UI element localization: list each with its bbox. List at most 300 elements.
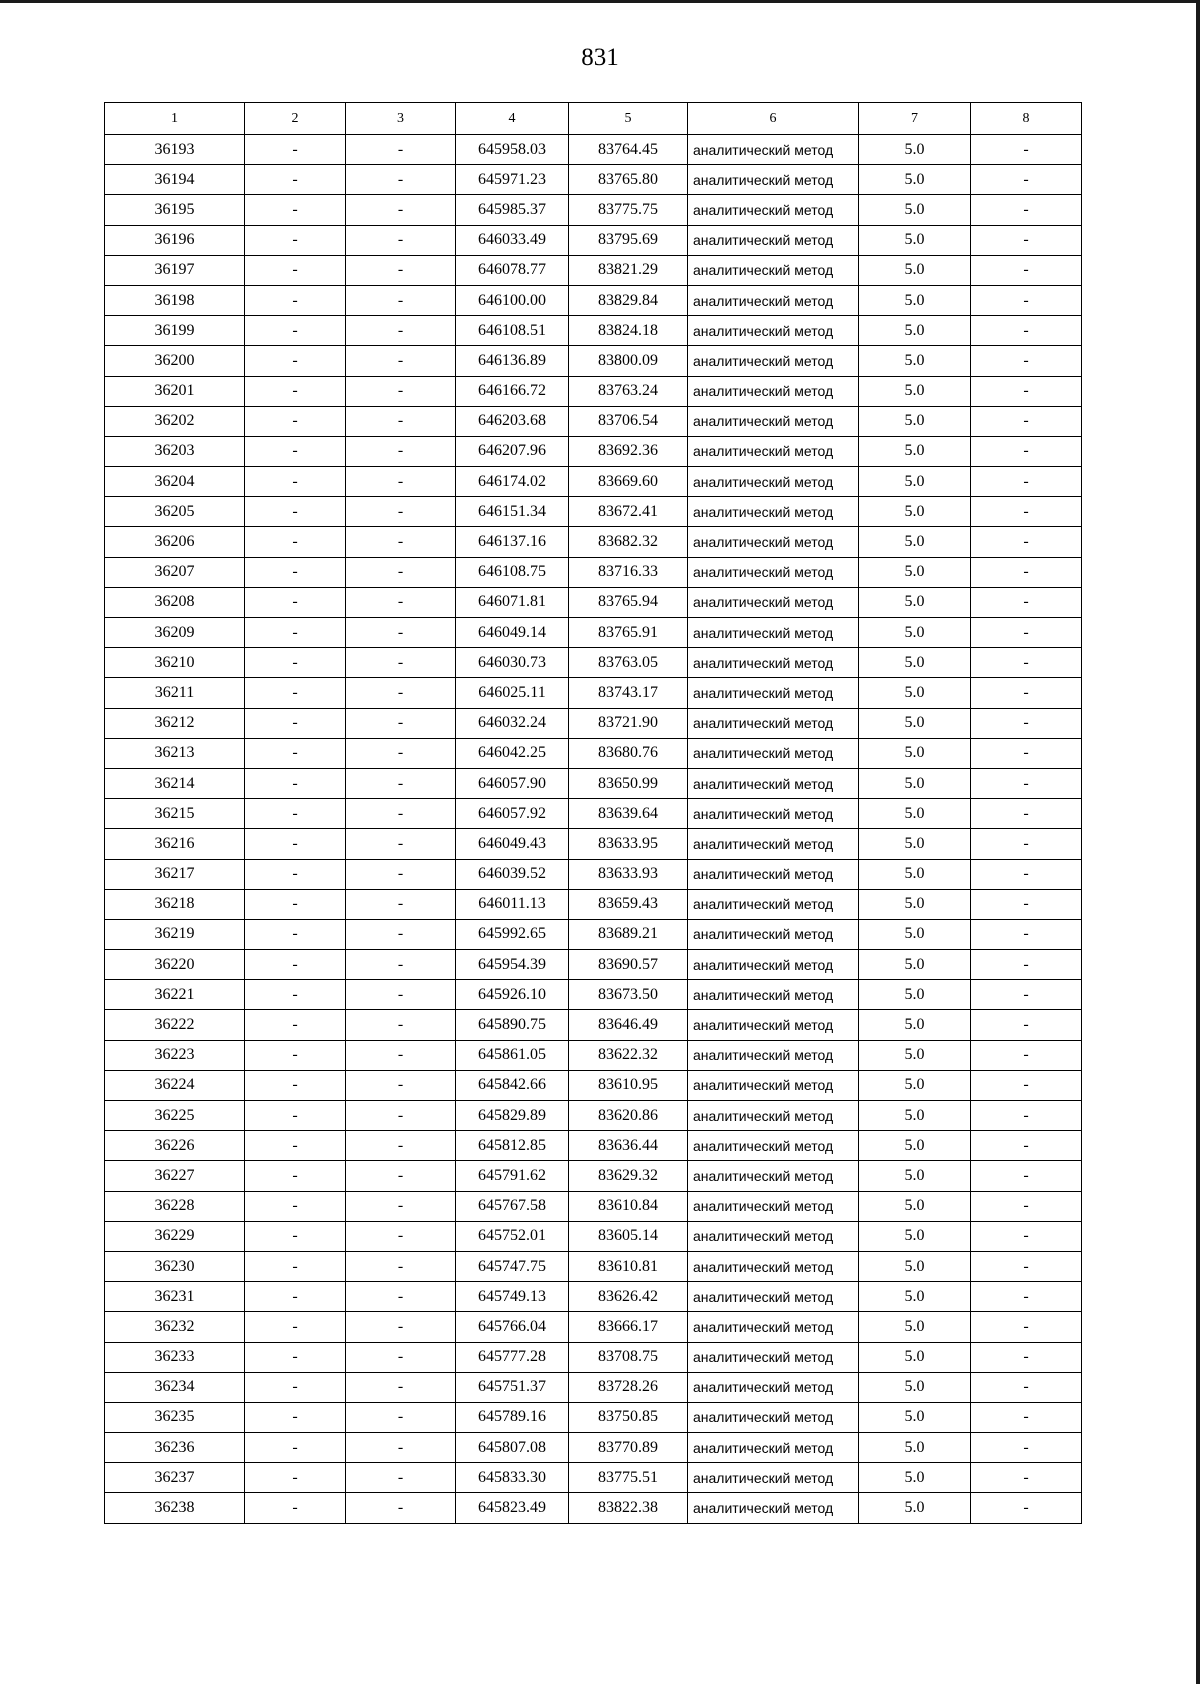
accuracy-cell: 5.0 — [859, 1342, 971, 1372]
table-row — [105, 346, 1082, 376]
method-cell: аналитический метод — [688, 436, 859, 466]
column-header-4: 4 — [456, 103, 569, 135]
col-8-cell: - — [971, 497, 1082, 527]
x-coordinate-cell: 645791.62 — [456, 1161, 569, 1191]
col-8-cell: - — [971, 587, 1082, 617]
method-cell: аналитический метод — [688, 980, 859, 1010]
col-2-cell: - — [245, 376, 346, 406]
accuracy-cell: 5.0 — [859, 255, 971, 285]
col-2-cell: - — [245, 165, 346, 195]
col-2-cell: - — [245, 1161, 346, 1191]
col-3-cell: - — [346, 1282, 456, 1312]
y-coordinate-cell: 83666.17 — [569, 1312, 688, 1342]
coordinates-table — [104, 102, 1082, 1524]
method-cell: аналитический метод — [688, 1191, 859, 1221]
table-row — [105, 1040, 1082, 1070]
method-cell: аналитический метод — [688, 1342, 859, 1372]
col-3-cell: - — [346, 376, 456, 406]
table-row — [105, 678, 1082, 708]
col-8-cell: - — [971, 1282, 1082, 1312]
col-3-cell: - — [346, 678, 456, 708]
point-number-cell: 36235 — [105, 1402, 245, 1432]
col-3-cell: - — [346, 165, 456, 195]
col-8-cell: - — [971, 285, 1082, 315]
method-cell: аналитический метод — [688, 497, 859, 527]
accuracy-cell: 5.0 — [859, 1463, 971, 1493]
x-coordinate-cell: 645752.01 — [456, 1221, 569, 1251]
accuracy-cell: 5.0 — [859, 316, 971, 346]
col-3-cell: - — [346, 1312, 456, 1342]
point-number-cell: 36229 — [105, 1221, 245, 1251]
table-row — [105, 1342, 1082, 1372]
accuracy-cell: 5.0 — [859, 1161, 971, 1191]
table-row — [105, 648, 1082, 678]
y-coordinate-cell: 83650.99 — [569, 768, 688, 798]
col-3-cell: - — [346, 1433, 456, 1463]
point-number-cell: 36237 — [105, 1463, 245, 1493]
col-2-cell: - — [245, 497, 346, 527]
col-2-cell: - — [245, 919, 346, 949]
table-row — [105, 467, 1082, 497]
y-coordinate-cell: 83716.33 — [569, 557, 688, 587]
column-header-6: 6 — [688, 103, 859, 135]
table-row — [105, 1493, 1082, 1523]
col-2-cell: - — [245, 527, 346, 557]
col-2-cell: - — [245, 648, 346, 678]
method-cell: аналитический метод — [688, 1040, 859, 1070]
y-coordinate-cell: 83728.26 — [569, 1372, 688, 1402]
col-2-cell: - — [245, 859, 346, 889]
x-coordinate-cell: 646042.25 — [456, 738, 569, 768]
x-coordinate-cell: 646011.13 — [456, 889, 569, 919]
x-coordinate-cell: 645766.04 — [456, 1312, 569, 1342]
col-3-cell: - — [346, 527, 456, 557]
point-number-cell: 36219 — [105, 919, 245, 949]
x-coordinate-cell: 646174.02 — [456, 467, 569, 497]
col-8-cell: - — [971, 557, 1082, 587]
table-row — [105, 708, 1082, 738]
point-number-cell: 36207 — [105, 557, 245, 587]
col-2-cell: - — [245, 678, 346, 708]
col-8-cell: - — [971, 1402, 1082, 1432]
col-8-cell: - — [971, 618, 1082, 648]
col-8-cell: - — [971, 708, 1082, 738]
x-coordinate-cell: 646137.16 — [456, 527, 569, 557]
point-number-cell: 36216 — [105, 829, 245, 859]
x-coordinate-cell: 645749.13 — [456, 1282, 569, 1312]
col-3-cell: - — [346, 889, 456, 919]
col-2-cell: - — [245, 738, 346, 768]
x-coordinate-cell: 645992.65 — [456, 919, 569, 949]
y-coordinate-cell: 83610.95 — [569, 1070, 688, 1100]
col-2-cell: - — [245, 950, 346, 980]
col-2-cell: - — [245, 1463, 346, 1493]
x-coordinate-cell: 645890.75 — [456, 1010, 569, 1040]
col-8-cell: - — [971, 950, 1082, 980]
method-cell: аналитический метод — [688, 1101, 859, 1131]
col-8-cell: - — [971, 436, 1082, 466]
method-cell: аналитический метод — [688, 950, 859, 980]
accuracy-cell: 5.0 — [859, 950, 971, 980]
table-row — [105, 225, 1082, 255]
col-2-cell: - — [245, 557, 346, 587]
x-coordinate-cell: 645751.37 — [456, 1372, 569, 1402]
y-coordinate-cell: 83821.29 — [569, 255, 688, 285]
col-2-cell: - — [245, 255, 346, 285]
y-coordinate-cell: 83610.81 — [569, 1251, 688, 1281]
y-coordinate-cell: 83775.75 — [569, 195, 688, 225]
x-coordinate-cell: 646057.92 — [456, 799, 569, 829]
point-number-cell: 36201 — [105, 376, 245, 406]
table-row — [105, 1312, 1082, 1342]
col-8-cell: - — [971, 889, 1082, 919]
accuracy-cell: 5.0 — [859, 346, 971, 376]
method-cell: аналитический метод — [688, 889, 859, 919]
accuracy-cell: 5.0 — [859, 678, 971, 708]
point-number-cell: 36218 — [105, 889, 245, 919]
column-header-8: 8 — [971, 103, 1082, 135]
y-coordinate-cell: 83639.64 — [569, 799, 688, 829]
accuracy-cell: 5.0 — [859, 768, 971, 798]
col-8-cell: - — [971, 919, 1082, 949]
point-number-cell: 36225 — [105, 1101, 245, 1131]
col-2-cell: - — [245, 436, 346, 466]
method-cell: аналитический метод — [688, 1372, 859, 1402]
accuracy-cell: 5.0 — [859, 1010, 971, 1040]
col-2-cell: - — [245, 1040, 346, 1070]
table-row — [105, 1010, 1082, 1040]
col-3-cell: - — [346, 255, 456, 285]
col-3-cell: - — [346, 1191, 456, 1221]
col-8-cell: - — [971, 1433, 1082, 1463]
table-row — [105, 1221, 1082, 1251]
accuracy-cell: 5.0 — [859, 708, 971, 738]
col-8-cell: - — [971, 648, 1082, 678]
y-coordinate-cell: 83743.17 — [569, 678, 688, 708]
point-number-cell: 36236 — [105, 1433, 245, 1463]
table-row — [105, 1070, 1082, 1100]
method-cell: аналитический метод — [688, 1433, 859, 1463]
col-2-cell: - — [245, 829, 346, 859]
col-3-cell: - — [346, 618, 456, 648]
col-3-cell: - — [346, 1402, 456, 1432]
accuracy-cell: 5.0 — [859, 406, 971, 436]
col-8-cell: - — [971, 316, 1082, 346]
y-coordinate-cell: 83629.32 — [569, 1161, 688, 1191]
col-3-cell: - — [346, 1010, 456, 1040]
scan-border-right — [1196, 0, 1200, 1684]
y-coordinate-cell: 83622.32 — [569, 1040, 688, 1070]
method-cell: аналитический метод — [688, 316, 859, 346]
col-3-cell: - — [346, 285, 456, 315]
method-cell: аналитический метод — [688, 1161, 859, 1191]
col-8-cell: - — [971, 135, 1082, 165]
col-3-cell: - — [346, 1493, 456, 1523]
point-number-cell: 36234 — [105, 1372, 245, 1402]
y-coordinate-cell: 83775.51 — [569, 1463, 688, 1493]
col-3-cell: - — [346, 1161, 456, 1191]
accuracy-cell: 5.0 — [859, 1131, 971, 1161]
col-3-cell: - — [346, 436, 456, 466]
accuracy-cell: 5.0 — [859, 165, 971, 195]
y-coordinate-cell: 83626.42 — [569, 1282, 688, 1312]
col-3-cell: - — [346, 195, 456, 225]
col-8-cell: - — [971, 1191, 1082, 1221]
y-coordinate-cell: 83706.54 — [569, 406, 688, 436]
accuracy-cell: 5.0 — [859, 1040, 971, 1070]
point-number-cell: 36203 — [105, 436, 245, 466]
col-8-cell: - — [971, 1101, 1082, 1131]
point-number-cell: 36197 — [105, 255, 245, 285]
y-coordinate-cell: 83795.69 — [569, 225, 688, 255]
accuracy-cell: 5.0 — [859, 1402, 971, 1432]
col-3-cell: - — [346, 497, 456, 527]
x-coordinate-cell: 646071.81 — [456, 587, 569, 617]
col-3-cell: - — [346, 316, 456, 346]
method-cell: аналитический метод — [688, 346, 859, 376]
accuracy-cell: 5.0 — [859, 980, 971, 1010]
col-8-cell: - — [971, 1040, 1082, 1070]
x-coordinate-cell: 645807.08 — [456, 1433, 569, 1463]
table-header-row — [105, 103, 1082, 135]
table-row — [105, 1191, 1082, 1221]
col-2-cell: - — [245, 1101, 346, 1131]
accuracy-cell: 5.0 — [859, 859, 971, 889]
accuracy-cell: 5.0 — [859, 1282, 971, 1312]
accuracy-cell: 5.0 — [859, 889, 971, 919]
x-coordinate-cell: 645861.05 — [456, 1040, 569, 1070]
y-coordinate-cell: 83692.36 — [569, 436, 688, 466]
col-2-cell: - — [245, 618, 346, 648]
col-3-cell: - — [346, 467, 456, 497]
y-coordinate-cell: 83620.86 — [569, 1101, 688, 1131]
method-cell: аналитический метод — [688, 195, 859, 225]
point-number-cell: 36217 — [105, 859, 245, 889]
col-3-cell: - — [346, 225, 456, 255]
table-row — [105, 1463, 1082, 1493]
col-2-cell: - — [245, 980, 346, 1010]
accuracy-cell: 5.0 — [859, 497, 971, 527]
point-number-cell: 36213 — [105, 738, 245, 768]
method-cell: аналитический метод — [688, 587, 859, 617]
accuracy-cell: 5.0 — [859, 1101, 971, 1131]
table-row — [105, 889, 1082, 919]
point-number-cell: 36200 — [105, 346, 245, 376]
table-body — [105, 135, 1082, 1524]
x-coordinate-cell: 646032.24 — [456, 708, 569, 738]
x-coordinate-cell: 646151.34 — [456, 497, 569, 527]
x-coordinate-cell: 646078.77 — [456, 255, 569, 285]
table-row — [105, 1282, 1082, 1312]
scan-border-top — [0, 0, 1200, 3]
accuracy-cell: 5.0 — [859, 1191, 971, 1221]
col-2-cell: - — [245, 406, 346, 436]
table-row — [105, 1131, 1082, 1161]
accuracy-cell: 5.0 — [859, 618, 971, 648]
col-8-cell: - — [971, 1010, 1082, 1040]
point-number-cell: 36206 — [105, 527, 245, 557]
method-cell: аналитический метод — [688, 1251, 859, 1281]
point-number-cell: 36205 — [105, 497, 245, 527]
col-8-cell: - — [971, 799, 1082, 829]
col-2-cell: - — [245, 1433, 346, 1463]
method-cell: аналитический метод — [688, 1070, 859, 1100]
method-cell: аналитический метод — [688, 1312, 859, 1342]
table-row — [105, 497, 1082, 527]
column-header-1: 1 — [105, 103, 245, 135]
col-8-cell: - — [971, 527, 1082, 557]
x-coordinate-cell: 646207.96 — [456, 436, 569, 466]
y-coordinate-cell: 83633.93 — [569, 859, 688, 889]
accuracy-cell: 5.0 — [859, 799, 971, 829]
y-coordinate-cell: 83690.57 — [569, 950, 688, 980]
accuracy-cell: 5.0 — [859, 467, 971, 497]
table-row — [105, 527, 1082, 557]
x-coordinate-cell: 646057.90 — [456, 768, 569, 798]
table-row — [105, 919, 1082, 949]
y-coordinate-cell: 83673.50 — [569, 980, 688, 1010]
col-2-cell: - — [245, 587, 346, 617]
point-number-cell: 36204 — [105, 467, 245, 497]
method-cell: аналитический метод — [688, 859, 859, 889]
table-row — [105, 1101, 1082, 1131]
column-header-5: 5 — [569, 103, 688, 135]
method-cell: аналитический метод — [688, 648, 859, 678]
col-2-cell: - — [245, 1221, 346, 1251]
table-row — [105, 587, 1082, 617]
table-row — [105, 316, 1082, 346]
point-number-cell: 36220 — [105, 950, 245, 980]
col-2-cell: - — [245, 1493, 346, 1523]
column-header-2: 2 — [245, 103, 346, 135]
point-number-cell: 36194 — [105, 165, 245, 195]
y-coordinate-cell: 83829.84 — [569, 285, 688, 315]
point-number-cell: 36211 — [105, 678, 245, 708]
y-coordinate-cell: 83763.05 — [569, 648, 688, 678]
accuracy-cell: 5.0 — [859, 919, 971, 949]
col-8-cell: - — [971, 1463, 1082, 1493]
col-3-cell: - — [346, 1342, 456, 1372]
x-coordinate-cell: 646136.89 — [456, 346, 569, 376]
col-3-cell: - — [346, 1221, 456, 1251]
method-cell: аналитический метод — [688, 1493, 859, 1523]
method-cell: аналитический метод — [688, 708, 859, 738]
point-number-cell: 36199 — [105, 316, 245, 346]
method-cell: аналитический метод — [688, 135, 859, 165]
x-coordinate-cell: 645926.10 — [456, 980, 569, 1010]
col-3-cell: - — [346, 980, 456, 1010]
y-coordinate-cell: 83689.21 — [569, 919, 688, 949]
col-3-cell: - — [346, 1372, 456, 1402]
y-coordinate-cell: 83680.76 — [569, 738, 688, 768]
accuracy-cell: 5.0 — [859, 1312, 971, 1342]
y-coordinate-cell: 83605.14 — [569, 1221, 688, 1251]
accuracy-cell: 5.0 — [859, 527, 971, 557]
method-cell: аналитический метод — [688, 919, 859, 949]
table-row — [105, 406, 1082, 436]
col-2-cell: - — [245, 1010, 346, 1040]
method-cell: аналитический метод — [688, 1402, 859, 1432]
col-2-cell: - — [245, 1372, 346, 1402]
method-cell: аналитический метод — [688, 1221, 859, 1251]
method-cell: аналитический метод — [688, 799, 859, 829]
y-coordinate-cell: 83708.75 — [569, 1342, 688, 1372]
x-coordinate-cell: 645777.28 — [456, 1342, 569, 1372]
table-row — [105, 135, 1082, 165]
col-2-cell: - — [245, 889, 346, 919]
method-cell: аналитический метод — [688, 678, 859, 708]
method-cell: аналитический метод — [688, 225, 859, 255]
y-coordinate-cell: 83765.80 — [569, 165, 688, 195]
x-coordinate-cell: 646203.68 — [456, 406, 569, 436]
table-row — [105, 950, 1082, 980]
col-8-cell: - — [971, 1342, 1082, 1372]
col-8-cell: - — [971, 738, 1082, 768]
table-row — [105, 255, 1082, 285]
col-3-cell: - — [346, 135, 456, 165]
table-row — [105, 738, 1082, 768]
col-2-cell: - — [245, 467, 346, 497]
method-cell: аналитический метод — [688, 285, 859, 315]
method-cell: аналитический метод — [688, 165, 859, 195]
col-8-cell: - — [971, 376, 1082, 406]
col-8-cell: - — [971, 1372, 1082, 1402]
x-coordinate-cell: 645958.03 — [456, 135, 569, 165]
col-2-cell: - — [245, 1251, 346, 1281]
col-2-cell: - — [245, 195, 346, 225]
y-coordinate-cell: 83765.94 — [569, 587, 688, 617]
col-8-cell: - — [971, 1131, 1082, 1161]
accuracy-cell: 5.0 — [859, 829, 971, 859]
method-cell: аналитический метод — [688, 557, 859, 587]
y-coordinate-cell: 83721.90 — [569, 708, 688, 738]
col-3-cell: - — [346, 648, 456, 678]
method-cell: аналитический метод — [688, 376, 859, 406]
accuracy-cell: 5.0 — [859, 1493, 971, 1523]
x-coordinate-cell: 645829.89 — [456, 1101, 569, 1131]
table-row — [105, 1402, 1082, 1432]
column-header-3: 3 — [346, 103, 456, 135]
point-number-cell: 36223 — [105, 1040, 245, 1070]
point-number-cell: 36228 — [105, 1191, 245, 1221]
x-coordinate-cell: 646108.51 — [456, 316, 569, 346]
table-row — [105, 768, 1082, 798]
y-coordinate-cell: 83750.85 — [569, 1402, 688, 1432]
x-coordinate-cell: 645954.39 — [456, 950, 569, 980]
col-8-cell: - — [971, 768, 1082, 798]
method-cell: аналитический метод — [688, 768, 859, 798]
table-row — [105, 436, 1082, 466]
accuracy-cell: 5.0 — [859, 1070, 971, 1100]
point-number-cell: 36212 — [105, 708, 245, 738]
x-coordinate-cell: 646025.11 — [456, 678, 569, 708]
point-number-cell: 36226 — [105, 1131, 245, 1161]
col-3-cell: - — [346, 1040, 456, 1070]
y-coordinate-cell: 83824.18 — [569, 316, 688, 346]
y-coordinate-cell: 83672.41 — [569, 497, 688, 527]
col-2-cell: - — [245, 768, 346, 798]
x-coordinate-cell: 645971.23 — [456, 165, 569, 195]
table-row — [105, 829, 1082, 859]
accuracy-cell: 5.0 — [859, 1221, 971, 1251]
col-8-cell: - — [971, 1251, 1082, 1281]
x-coordinate-cell: 645789.16 — [456, 1402, 569, 1432]
method-cell: аналитический метод — [688, 255, 859, 285]
col-3-cell: - — [346, 406, 456, 436]
point-number-cell: 36202 — [105, 406, 245, 436]
accuracy-cell: 5.0 — [859, 587, 971, 617]
col-8-cell: - — [971, 829, 1082, 859]
